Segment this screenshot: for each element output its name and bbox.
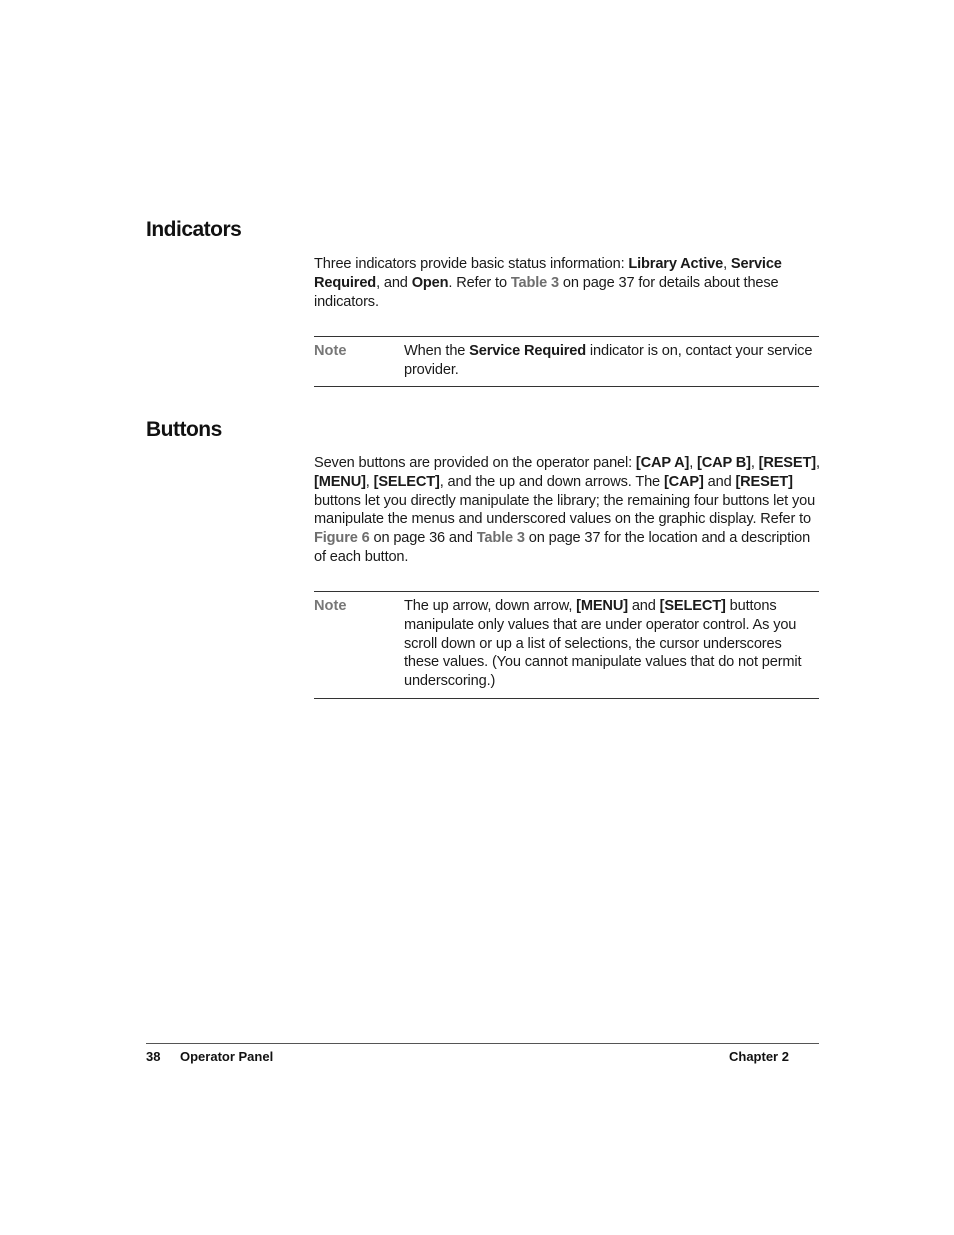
note-label: Note [314, 343, 347, 359]
table-3-link[interactable]: Table 3 [510, 274, 559, 291]
note-box-buttons [314, 591, 819, 699]
note-text: When the Service Required indicator is on, contact your service provider. [404, 343, 813, 378]
footer-chapter: Chapter 2 [729, 1049, 789, 1064]
section-heading-buttons: Buttons [146, 418, 222, 441]
page-number: 38 [146, 1049, 161, 1064]
figure-6-link[interactable]: Figure 6 [314, 530, 370, 547]
note-box-indicators [314, 336, 819, 387]
buttons-paragraph: Seven buttons are provided on the operator panel: [CAP A], [CAP B], [RESET], [MENU], [SELECT], and the up and down arrows. The [CAP] and [RESET] buttons let you directly manipulate the library; the remaining four buttons let you manipulate the menus and underscored values on the graphic display. Refer to Figure 6 on page 36 and Table 3 on page 37 for the location and a description of each button. [314, 455, 820, 565]
note-label: Note [314, 598, 347, 614]
footer-section-title: Operator Panel [180, 1049, 274, 1064]
table-3-link[interactable]: Table 3 [476, 530, 525, 547]
section-heading-indicators: Indicators [146, 218, 242, 241]
footer-divider [146, 1043, 819, 1044]
note-text: The up arrow, down arrow, [MENU] and [SELECT] buttons manipulate only values that are under operator control. As you scroll down or up a list of selections, the cursor underscores these values. (You cannot manipulate values that do not permit underscoring.) [404, 598, 802, 690]
indicators-paragraph: Three indicators provide basic status information: Library Active, Service Required, and Open. Refer to Table 3 on page 37 for details about these indicators. [314, 256, 782, 310]
